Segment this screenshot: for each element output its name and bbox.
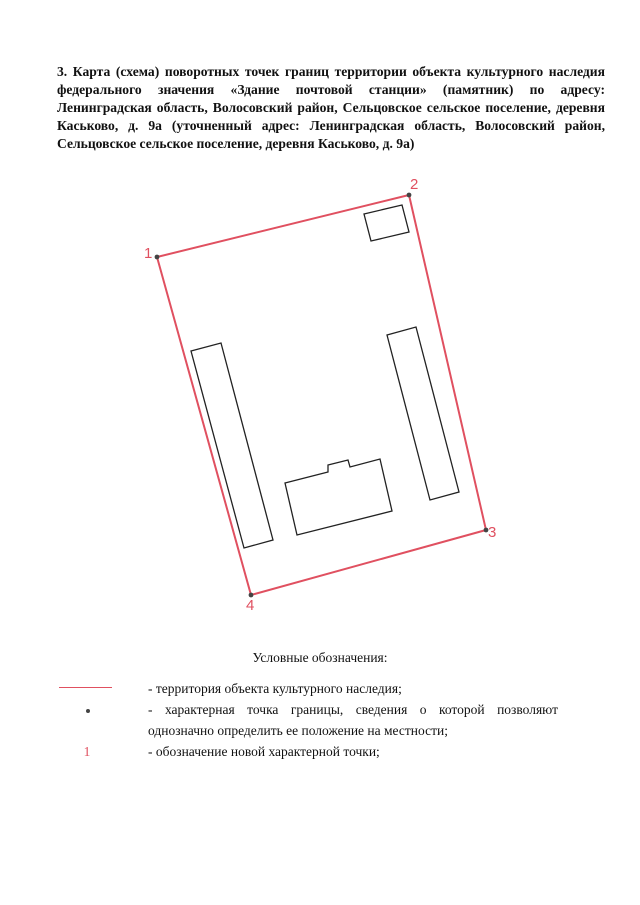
legend-number-symbol: 1 [83,744,91,759]
point-label-1: 1 [144,245,153,262]
point-label-2: 2 [410,176,419,193]
point-label-3: 3 [488,524,497,541]
document-heading: 3. Карта (схема) поворотных точек границ территории объекта культурного наследия федерального значения «Здание почтовой станции» (памятник) по адресу: Ленинградская область, Волосовский район, Сельцовское сельское поселение, деревня Каськово, д. 9а (уточненный адрес: Ленинградская область, Волосовский район, Сельцовское сельское поселение, деревня Каськово, д. 9а) [57,64,605,151]
legend-red-line-symbol [59,687,112,688]
legend-title: Условные обозначения: [252,650,388,665]
territory-boundary [157,195,486,595]
building-right-long [387,327,459,500]
building-center [285,459,392,535]
building-top-right [364,205,409,241]
legend-dot-symbol [86,709,90,713]
point-label-4: 4 [246,597,255,614]
legend-text-new-point: - обозначение новой характерной точки; [148,744,380,759]
legend-text-point: - характерная точка границы, сведения о которой позволяют однозначно определить ее положение на местности; [148,702,558,738]
legend-text-territory: - территория объекта культурного наследия; [148,681,402,696]
building-left-long [191,343,273,548]
boundary-point-2 [407,193,412,198]
boundary-point-1 [155,255,160,260]
